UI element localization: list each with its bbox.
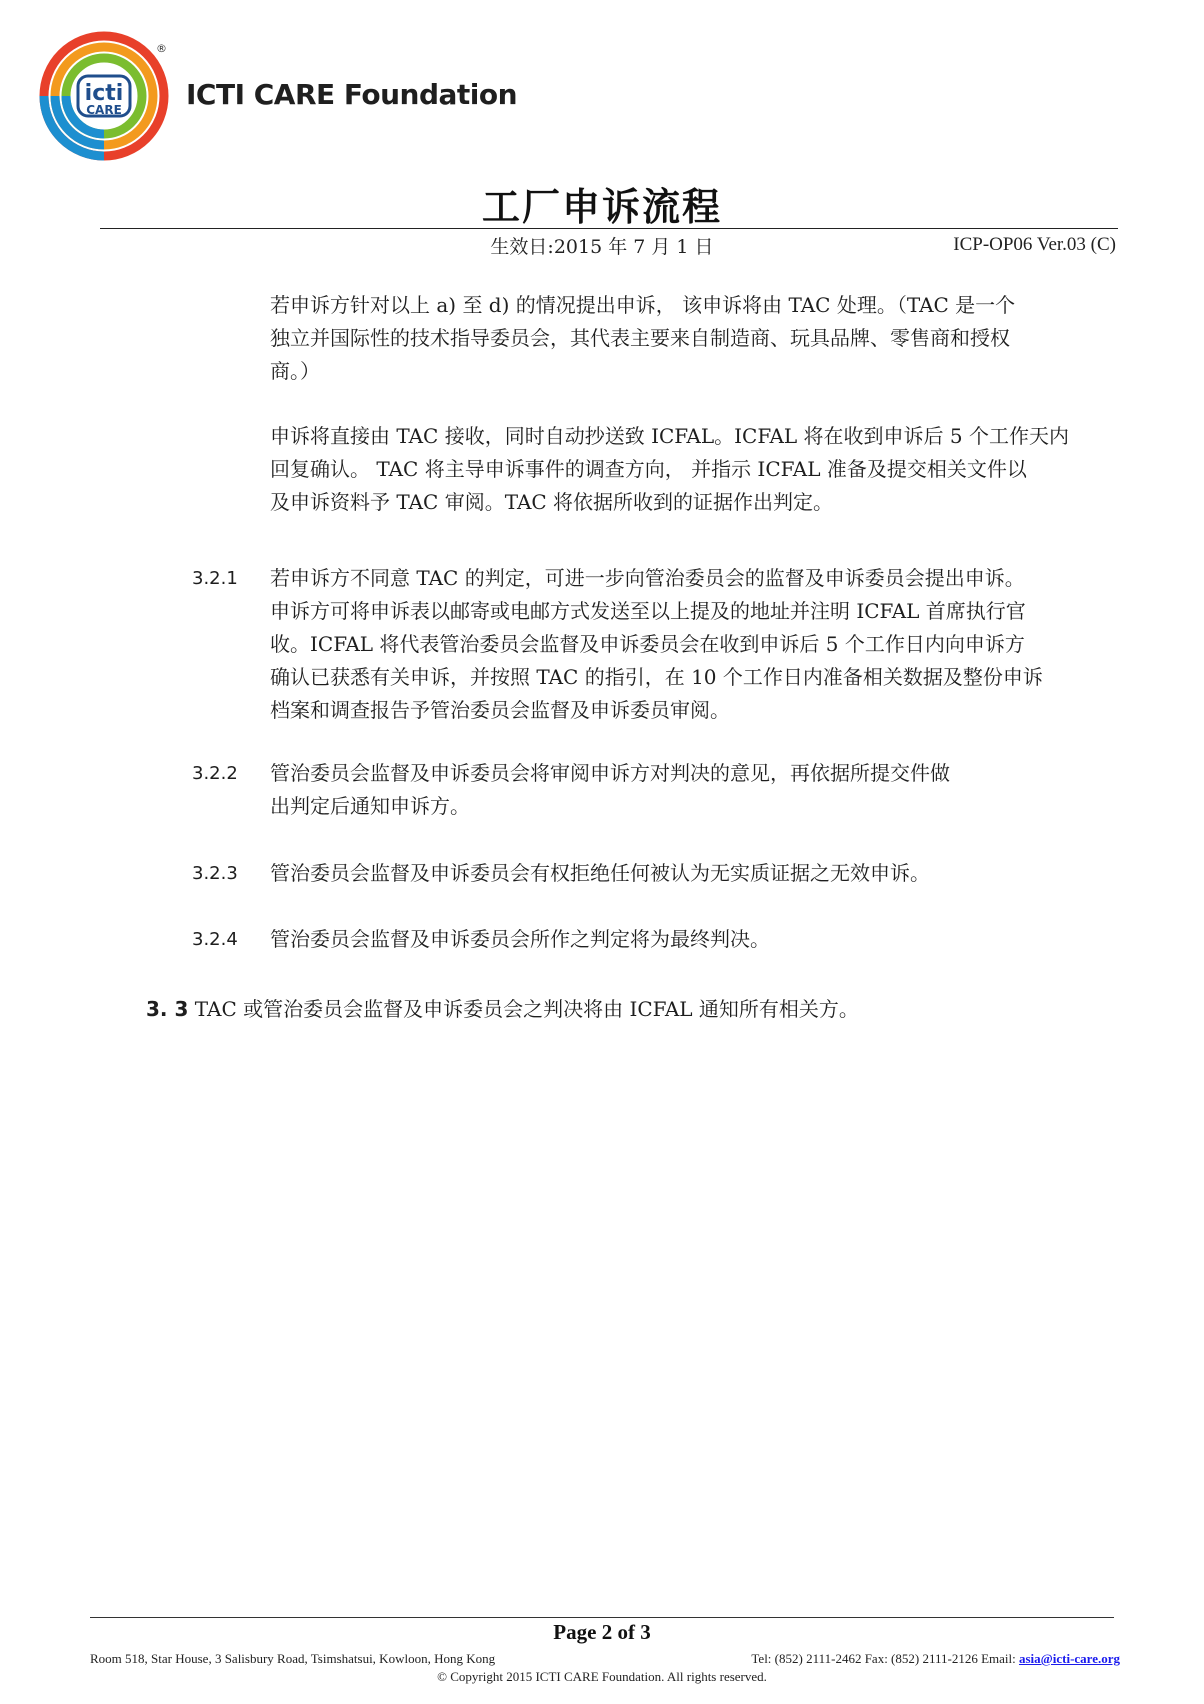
logo-text-bottom: CARE [86, 103, 122, 117]
section-3-2-3-text [270, 857, 930, 890]
section-3-2-2-text [270, 757, 950, 823]
paragraph-line: 商。） [270, 359, 320, 383]
paragraph-line: 管治委员会监督及申诉委员会所作之判定将为最终判决。 [270, 927, 770, 951]
section-3-3-text: TAC 或管治委员会监督及申诉委员会之判决将由 ICFAL 通知所有相关方。 [194, 997, 859, 1021]
effective-date: 生效日:2015 年 7 月 1 日 [490, 236, 714, 258]
footer-address: Room 518, Star House, 3 Salisbury Road, Tsimshatsui, Kowloon, Hong Kong [90, 1651, 496, 1666]
org-name: ICTI CARE Foundation [186, 78, 518, 111]
section-3-2-1-text [270, 562, 1043, 727]
paragraph-line: 若申诉方不同意 TAC 的判定，可进一步向管治委员会的监督及申诉委员会提出申诉。 [270, 566, 1025, 590]
footer-contact-text: Tel: (852) 2111-2462 Fax: (852) 2111-2126 Email: [751, 1651, 1019, 1666]
paragraph-line: 管治委员会监督及申诉委员会有权拒绝任何被认为无实质证据之无效申诉。 [270, 861, 930, 885]
intro-paragraph [270, 289, 1015, 388]
section-3-3 [146, 993, 859, 1022]
section-number: 3. 3 [146, 997, 189, 1021]
paragraph-line: 确认已获悉有关申诉，并按照 TAC 的指引，在 10 个工作日内准备相关数据及整份申诉 [270, 665, 1043, 689]
icti-care-logo [38, 30, 176, 168]
paragraph-line: 及申诉资料予 TAC 审阅。TAC 将依据所收到的证据作出判定。 [270, 490, 834, 514]
paragraph-line: 独立并国际性的技术指导委员会，其代表主要来自制造商、玩具品牌、零售商和授权 [270, 326, 1010, 350]
paragraph-line: 回复确认。 TAC 将主导申诉事件的调查方向， 并指示 ICFAL 准备及提交相关文件以 [270, 457, 1027, 481]
footer-email-link[interactable]: asia@icti-care.org [1018, 1651, 1120, 1666]
page-number: Page 2 of 3 [553, 1620, 651, 1644]
section-number: 3.2.4 [192, 929, 238, 950]
logo-text-top: icti [84, 81, 124, 106]
page-title: 工厂申诉流程 [481, 185, 722, 229]
section-3-2-4-text [270, 923, 770, 956]
footer-contact [751, 1651, 1120, 1667]
paragraph-line: 管治委员会监督及申诉委员会将审阅申诉方对判决的意见，再依据所提交件做 [270, 761, 950, 785]
paragraph-line: 申诉方可将申诉表以邮寄或电邮方式发送至以上提及的地址并注明 ICFAL 首席执行官 [270, 599, 1026, 623]
logo-registered-mark: ® [156, 42, 167, 55]
paragraph-line: 档案和调查报告予管治委员会监督及申诉委员审阅。 [270, 698, 730, 722]
footer-copyright: © Copyright 2015 ICTI CARE Foundation. All rights reserved. [437, 1669, 767, 1684]
section-number: 3.2.1 [192, 568, 238, 589]
paragraph-line: 若申诉方针对以上 a) 至 d) 的情况提出申诉， 该申诉将由 TAC 处理。（TAC 是一个 [270, 293, 1016, 317]
paragraph-line: 申诉将直接由 TAC 接收，同时自动抄送致 ICFAL。ICFAL 将在收到申诉后 5 个工作天内 [270, 424, 1069, 448]
section-number: 3.2.2 [192, 763, 238, 784]
footer-divider [90, 1617, 1114, 1618]
document-code: ICP-OP06 Ver.03 (C) [953, 234, 1116, 255]
tac-paragraph [270, 420, 1069, 519]
title-divider [100, 228, 1118, 229]
paragraph-line: 出判定后通知申诉方。 [270, 794, 470, 818]
paragraph-line: 收。ICFAL 将代表管治委员会监督及申诉委员会在收到申诉后 5 个工作日内向申诉方 [270, 632, 1025, 656]
section-number: 3.2.3 [192, 863, 238, 884]
